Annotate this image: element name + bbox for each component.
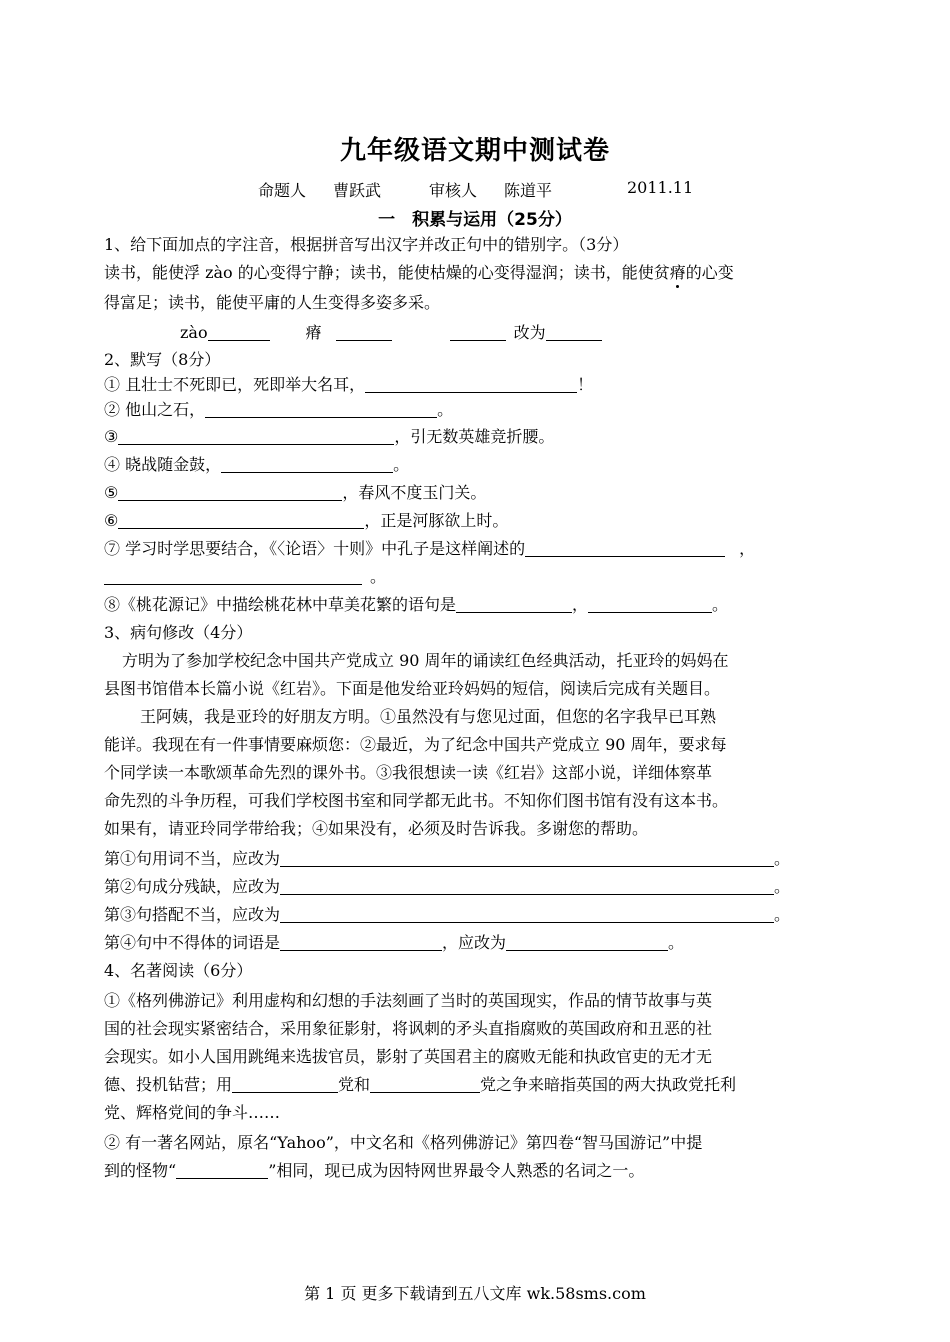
q4-line: ①《格列佛游记》利用虚构和幻想的手法刻画了当时的英国现实，作品的情节故事与英 [104, 991, 713, 1010]
q4-line: 国的社会现实紧密结合，采用象征影射，将讽刺的矛头直指腐败的英国政府和丑恶的社 [104, 1019, 713, 1038]
q2-answer-blank[interactable] [588, 596, 712, 613]
q2-item-text: ② 他山之石， [104, 400, 206, 419]
reviewer-label: 审核人 [429, 181, 478, 200]
q2-item [104, 375, 593, 395]
author-label: 命题人 [258, 181, 307, 200]
q2-item-text: ① 且壮士不死即已，死即举大名耳， [104, 375, 366, 394]
q4-answer-blank[interactable] [232, 1076, 338, 1093]
q4-answer-blank[interactable] [370, 1076, 480, 1093]
q2-item-text: ⑧《桃花源记》中描绘桃花林中草美花繁的语句是 [104, 595, 457, 614]
q2-stem: 2、默写（8分） [104, 350, 221, 369]
q3-message-line2: 能详。我现在有一件事情要麻烦您：②最近，为了纪念中国共产党成立 90 周年，要求每 [104, 735, 727, 754]
author-name: 曹跃武 [333, 181, 382, 200]
q2-answer-blank[interactable] [118, 484, 342, 501]
q1-answer-blank[interactable] [208, 324, 270, 341]
q2-answer-blank[interactable] [525, 540, 725, 557]
q2-answer-blank[interactable] [221, 456, 393, 473]
reviewer-name: 陈道平 [504, 181, 553, 200]
q2-item-text: ③ [104, 427, 119, 446]
q2-item-text: ⑤ [104, 483, 119, 502]
q4-line: 党、辉格党间的争斗…… [104, 1103, 281, 1122]
q3-answer-label: 第③句搭配不当，应改为 [104, 905, 281, 924]
q1-answer-label: 改为 [513, 323, 546, 342]
q3-answer-label: 第④句中不得体的词语是 [104, 933, 281, 952]
q2-item [104, 455, 409, 475]
q3-period: 。 [774, 877, 791, 896]
q1-passage-line2: 得富足；读书，能使平庸的人生变得多姿多采。 [104, 293, 441, 312]
q2-answer-blank[interactable] [118, 512, 364, 529]
q4-text: ”相同，现已成为因特网世界最令人熟悉的名词之一。 [268, 1161, 645, 1180]
q3-intro-line2: 县图书馆借本长篇小说《红岩》。下面是他发给亚玲妈妈的短信，阅读后完成有关题目。 [104, 679, 721, 698]
q3-answer-blank[interactable] [506, 934, 668, 951]
q2-item-text: 。 [393, 455, 410, 474]
q3-answer-label: 第②句成分残缺，应改为 [104, 877, 281, 896]
q2-item-text: 。 [712, 595, 729, 614]
q2-item [104, 427, 554, 447]
q2-item [104, 511, 508, 531]
q3-answer-blank[interactable] [280, 878, 774, 895]
q3-answer-3 [104, 905, 790, 925]
q1-passage-text: 读书，能使浮 zào 的心变得宁静；读书，能使枯燥的心变得湿润；读书，能使贫 [104, 263, 670, 282]
q2-item [104, 483, 486, 503]
q3-answer-1 [104, 849, 790, 869]
q2-item [104, 400, 453, 420]
q3-answer-4 [104, 933, 684, 953]
q3-answer-2 [104, 877, 790, 897]
q2-item-text: ，引无数英雄竞折腰。 [394, 427, 555, 446]
q2-item-text: ④ 晓战随金鼓， [104, 455, 222, 474]
q3-period: 。 [774, 905, 791, 924]
q2-item-text: ， [739, 539, 756, 558]
q2-item-cont [104, 567, 386, 587]
page-footer: 第 1 页 更多下载请到五八文库 wk.58sms.com [304, 1284, 646, 1303]
section-title: 一 积累与运用（25分） [378, 210, 572, 230]
q3-period: 。 [668, 933, 685, 952]
q3-stem: 3、病句修改（4分） [104, 623, 253, 642]
q1-answer-blank[interactable] [336, 324, 392, 341]
q4-line [104, 1075, 736, 1095]
q4-text: 到的怪物“ [104, 1161, 177, 1180]
q4-stem: 4、名著阅读（6分） [104, 961, 253, 980]
q3-answer-blank[interactable] [280, 906, 774, 923]
q4-line: 会现实。如小人国用跳绳来选拔官员，影射了英国君主的腐败无能和执政官吏的无才无 [104, 1047, 713, 1066]
q1-emphasized-char: 瘠 [669, 263, 686, 282]
q2-item-text: ，正是河豚欲上时。 [364, 511, 509, 530]
q2-answer-blank[interactable] [456, 596, 572, 613]
q3-answer-blank[interactable] [280, 934, 442, 951]
q4-text: 党和 [338, 1075, 371, 1094]
q2-item [104, 595, 728, 615]
q3-message-line1: 王阿姨，我是亚玲的好朋友方明。①虽然没有与您见过面，但您的名字我早已耳熟 [140, 707, 717, 726]
q3-answer-label: 第①句用词不当，应改为 [104, 849, 281, 868]
q3-period: 。 [774, 849, 791, 868]
q2-answer-blank[interactable] [118, 428, 394, 445]
q4-line [104, 1161, 644, 1181]
q3-message-line3: 个同学读一本歌颂革命先烈的课外书。③我很想读一读《红岩》这部小说，详细体察革 [104, 763, 713, 782]
q1-passage-text: 的心变 [685, 263, 734, 282]
q2-item [104, 539, 755, 559]
q2-answer-blank[interactable] [205, 401, 437, 418]
q1-answer-label: zào [180, 323, 208, 342]
q1-stem: 1、给下面加点的字注音，根据拼音写出汉字并改正句中的错别字。（3分） [104, 235, 629, 254]
q3-message-line5: 如果有，请亚玲同学带给我；④如果没有，必须及时告诉我。多谢您的帮助。 [104, 819, 649, 838]
q4-line: ② 有一著名网站，原名“Yahoo”，中文名和《格列佛游记》第四卷“智马国游记”中提 [104, 1133, 703, 1152]
q4-text: 德、投机钻营；用 [104, 1075, 233, 1094]
q2-item-text: ⑥ [104, 511, 119, 530]
q2-answer-blank[interactable] [104, 568, 362, 585]
q1-passage-line1 [104, 263, 734, 283]
q2-answer-blank[interactable] [365, 376, 577, 393]
q1-answer-row [180, 323, 602, 343]
q2-item-text: ！ [577, 375, 594, 394]
q2-item-text: ⑦ 学习时学思要结合，《〈论语〉十则》中孔子是这样阐述的 [104, 539, 526, 558]
q2-item-text: 。 [437, 400, 454, 419]
q2-item-text: ， [572, 595, 589, 614]
q3-answer-label: ，应改为 [442, 933, 507, 952]
q4-answer-blank[interactable] [176, 1162, 268, 1179]
q3-answer-blank[interactable] [280, 850, 774, 867]
page-title: 九年级语文期中测试卷 [339, 136, 610, 166]
exam-date: 2011.11 [627, 178, 694, 197]
q1-answer-blank[interactable] [450, 324, 506, 341]
q1-answer-blank[interactable] [546, 324, 602, 341]
q1-answer-label: 瘠 [305, 323, 322, 342]
q3-message-line4: 命先烈的斗争历程，可我们学校图书室和同学都无此书。不知你们图书馆有没有这本书。 [104, 791, 729, 810]
q3-intro-line1: 方明为了参加学校纪念中国共产党成立 90 周年的诵读红色经典活动，托亚玲的妈妈在 [122, 651, 729, 670]
q2-item-text: ，春风不度玉门关。 [342, 483, 487, 502]
q2-item-text: 。 [370, 567, 387, 586]
q4-text: 党之争来暗指英国的两大执政党托利 [480, 1075, 737, 1094]
